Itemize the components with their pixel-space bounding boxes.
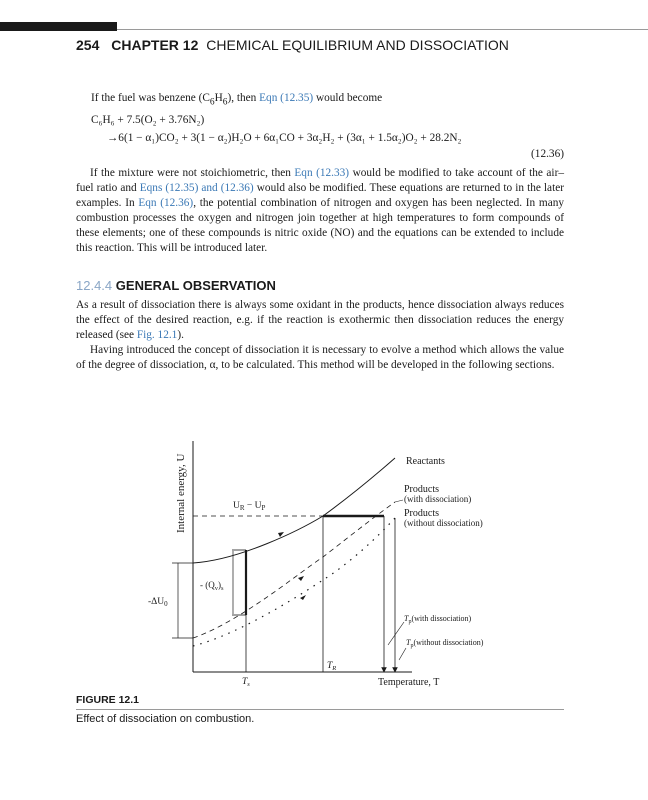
- figure-label: FIGURE 12.1: [76, 694, 140, 706]
- intro-paragraph: If the fuel was benzene $(C_6H_6)$, then Eqn (12.35) would become: [91, 92, 383, 108]
- reactants-curve: [193, 458, 395, 563]
- figure-rule: [76, 709, 564, 710]
- chapter-label: CHAPTER 12: [111, 37, 199, 53]
- equation-number: (12.36): [531, 148, 564, 160]
- tp-with-leader: [388, 622, 404, 645]
- section-title: GENERAL OBSERVATION: [115, 278, 276, 293]
- figure-caption: Effect of dissociation on combustion.: [76, 713, 255, 725]
- paragraph-3: Having introduced the concept of dissociation it is necessary to evolve a method which allows the value of the degree of dissociation, α, to be calculated. This method will be developed in the following sections.: [76, 344, 564, 371]
- products-with-dissociation-curve: [193, 502, 395, 638]
- products-without-dissociation-curve: [193, 518, 395, 646]
- paragraph-1: If the mixture were not stoichiometric, then Eqn (12.33) would be modified to take account of the air–fuel ratio and Eqns (12.35) and (12.36) would also be modified. These equations are returned to in the later examples. In Eqn (12.36), the potential combination of nitrogen and oxygen has been neglected. In many combustion processes the oxygen and nitrogen join together at high temperatures to form compounds of these elements; one of these compounds is nitric oxide (NO) and the equations can be extended to include this reaction. This will be introduced later.: [76, 167, 565, 254]
- figure-link[interactable]: Fig. 12.1: [136, 329, 178, 341]
- arrowhead: [298, 576, 304, 581]
- y-axis-label: Internal energy, U: [175, 453, 187, 533]
- tp-without-leader: [399, 648, 406, 660]
- products-without-sublabel: (without dissociation): [404, 518, 483, 528]
- products-leader: [395, 500, 403, 502]
- equation-line-2: →6(1 − α₁)CO₂ + 3(1 − α₂)H₂O + 6α₁CO + 3α₂H₂ + (3α₁ + 1.5α₂)O₂ + 28.2N₂: [107, 132, 462, 144]
- eqn-link[interactable]: Eqn (12.35): [259, 92, 314, 104]
- equation-line-1: C₆H₆ + 7.5(O₂ + 3.76N₂): [91, 114, 205, 126]
- du0-label: $-\Delta U_0$: [148, 597, 168, 608]
- eqn-link[interactable]: Eqns (12.35) and (12.36): [139, 182, 254, 194]
- ur-up-label: $U_R - U_P$: [233, 501, 266, 512]
- paragraph-2: As a result of dissociation there is always some oxidant in the products, hence dissociation always reduces the effect of the desired reaction, e.g. if the reaction is exothermic then dissociation reduces the energy released (see Fig. 12.1).: [76, 299, 564, 341]
- x-axis-label: Temperature, T: [378, 677, 440, 688]
- tp-without-label: $T_p(without$ dissociation): [406, 638, 484, 649]
- reactants-label: Reactants: [406, 456, 445, 467]
- page-number: 254: [76, 37, 100, 53]
- products-with-sublabel: (with dissociation): [404, 494, 472, 504]
- chapter-title: CHEMICAL EQUILIBRIUM AND DISSOCIATION: [206, 37, 509, 53]
- qv-label: - $(Q_v)_s$: [200, 580, 224, 592]
- section-number: 12.4.4: [76, 278, 113, 293]
- eqn-link[interactable]: Eqn (12.36): [138, 197, 194, 209]
- products-with-label: Products: [404, 484, 439, 495]
- eqn-link[interactable]: Eqn (12.33): [294, 167, 350, 179]
- tp-with-label: $T_p(with$ dissociation): [404, 614, 472, 625]
- tr-label: $T_R$: [327, 661, 337, 672]
- products-without-label: Products: [404, 508, 439, 519]
- ts-label: $T_s$: [242, 677, 250, 688]
- arrowhead: [300, 595, 306, 600]
